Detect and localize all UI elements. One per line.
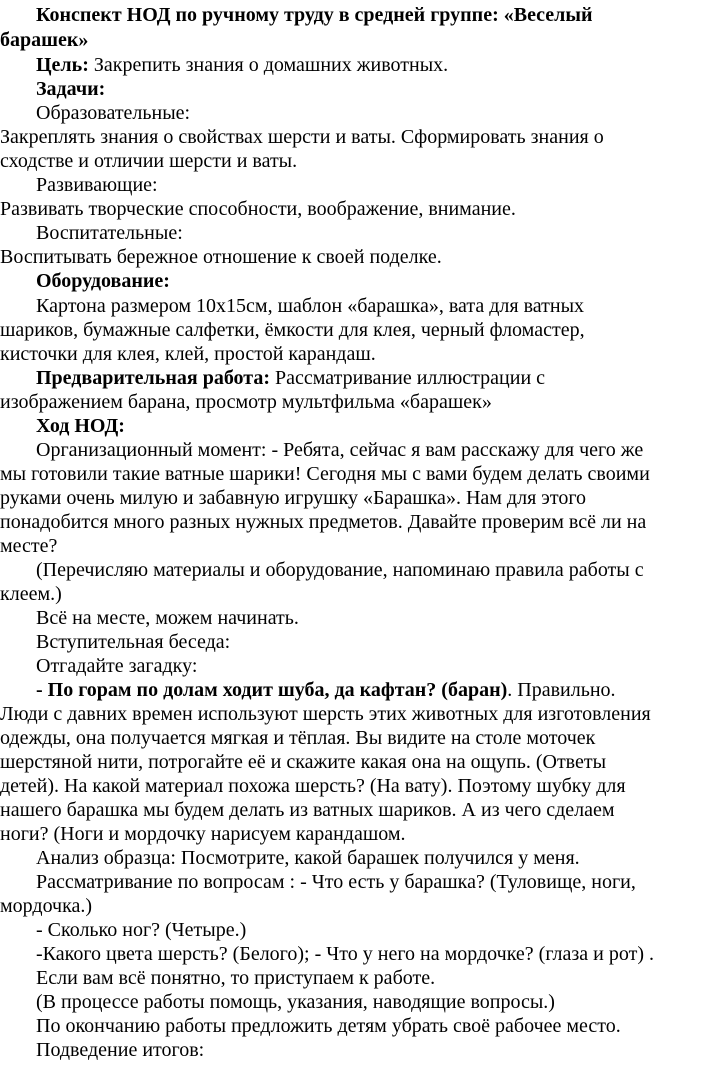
riddle-prompt: Отгадайте загадку: bbox=[36, 655, 198, 677]
org-moment-text-4: понадобится много разных нужных предметов. Давайте проверим всё ли на bbox=[0, 511, 647, 533]
riddle-text-4: шерстяной нити, потрогайте её и скажите какая она на ощупь. (Ответы bbox=[0, 751, 607, 773]
doc-title: Конспект НОД по ручному труду в средней группе: «Веселый bbox=[36, 4, 593, 26]
prework-label: Предварительная работа: bbox=[36, 367, 271, 389]
riddle-text: - По горам по долам ходит шуба, да кафтан? (баран) bbox=[36, 679, 508, 701]
riddle-line bbox=[36, 678, 616, 702]
equipment-text-cont: шариков, бумажные салфетки, ёмкости для клея, черный фломастер, bbox=[0, 319, 585, 341]
questions-line: Рассматривание по вопросам : - Что есть у барашка? (Туловище, ноги, bbox=[36, 871, 636, 893]
org-moment-text: Организационный момент: - Ребята, сейчас я вам расскажу для чего же bbox=[36, 439, 644, 461]
ready-line: Всё на месте, можем начинать. bbox=[36, 607, 299, 629]
question-color: -Какого цвета шерсть? (Белого); - Что у него на мордочке? (глаза и рот) . bbox=[36, 943, 655, 965]
riddle-text-3: одежды, она получается мягкая и тёплая. Вы видите на столе моточек bbox=[0, 727, 596, 749]
goal-text: Закрепить знания о домашних животных. bbox=[88, 54, 449, 76]
equipment-text-end: кисточки для клея, клей, простой карандаш. bbox=[0, 343, 376, 365]
sample-analysis: Анализ образца: Посмотрите, какой барашек получился у меня. bbox=[36, 847, 580, 869]
end-work: По окончанию работы предложить детям убрать своё рабочее место. bbox=[36, 1015, 621, 1037]
goal-label: Цель: bbox=[36, 54, 89, 76]
riddle-text-5: детей). На какой материал похожа шерсть? (На вату). Поэтому шубку для bbox=[0, 775, 626, 797]
doc-title-cont: барашек» bbox=[0, 29, 89, 51]
org-moment-text-3: руками очень милую и забавную игрушку «Барашка». Нам для этого bbox=[0, 487, 587, 509]
org-moment-text-2: мы готовили такие ватные шарики! Сегодня мы с вами будем делать своими bbox=[0, 463, 650, 485]
help-note: (В процессе работы помощь, указания, наводящие вопросы.) bbox=[36, 991, 555, 1013]
question-legs: - Сколько ног? (Четыре.) bbox=[36, 919, 247, 941]
riddle-text-7: ноги? (Ноги и мордочку нарисуем карандашом. bbox=[0, 823, 406, 845]
org-moment-text-5: месте? bbox=[0, 535, 58, 557]
materials-note-cont: клеем.) bbox=[0, 583, 62, 605]
prework-text-cont: изображением барана, просмотр мультфильма «барашек» bbox=[0, 391, 492, 413]
equipment-heading: Оборудование: bbox=[36, 270, 170, 292]
developing-label: Развивающие: bbox=[36, 174, 158, 196]
start-work: Если вам всё понятно, то приступаем к работе. bbox=[36, 967, 436, 989]
tasks-heading: Задачи: bbox=[36, 78, 106, 100]
upbringing-text: Воспитывать бережное отношение к своей поделке. bbox=[0, 246, 442, 268]
riddle-answer: . Правильно. bbox=[507, 679, 616, 701]
upbringing-label: Воспитательные: bbox=[36, 222, 183, 244]
developing-text: Развивать творческие способности, воображение, внимание. bbox=[0, 198, 516, 220]
materials-note: (Перечисляю материалы и оборудование, напоминаю правила работы с bbox=[36, 559, 644, 581]
course-heading: Ход НОД: bbox=[36, 415, 125, 437]
questions-line-cont: мордочка.) bbox=[0, 895, 93, 917]
summary-line: Подведение итогов: bbox=[36, 1039, 205, 1061]
educational-label: Образовательные: bbox=[36, 102, 191, 124]
riddle-text-6: нашего барашка мы будем делать из ватных шариков. А из чего сделаем bbox=[0, 799, 615, 821]
educational-text-cont: сходстве и отличии шерсти и ваты. bbox=[0, 150, 298, 172]
educational-text: Закреплять знания о свойствах шерсти и ваты. Сформировать знания о bbox=[0, 126, 604, 148]
prework-line bbox=[36, 366, 545, 390]
goal-line bbox=[36, 53, 448, 77]
prework-text: Рассматривание иллюстрации с bbox=[270, 367, 546, 389]
riddle-text-2: Люди с давних времен используют шерсть этих животных для изготовления bbox=[0, 703, 651, 725]
intro-line: Вступительная беседа: bbox=[36, 631, 231, 653]
equipment-text: Картона размером 10х15см, шаблон «барашка», вата для ватных bbox=[36, 295, 585, 317]
